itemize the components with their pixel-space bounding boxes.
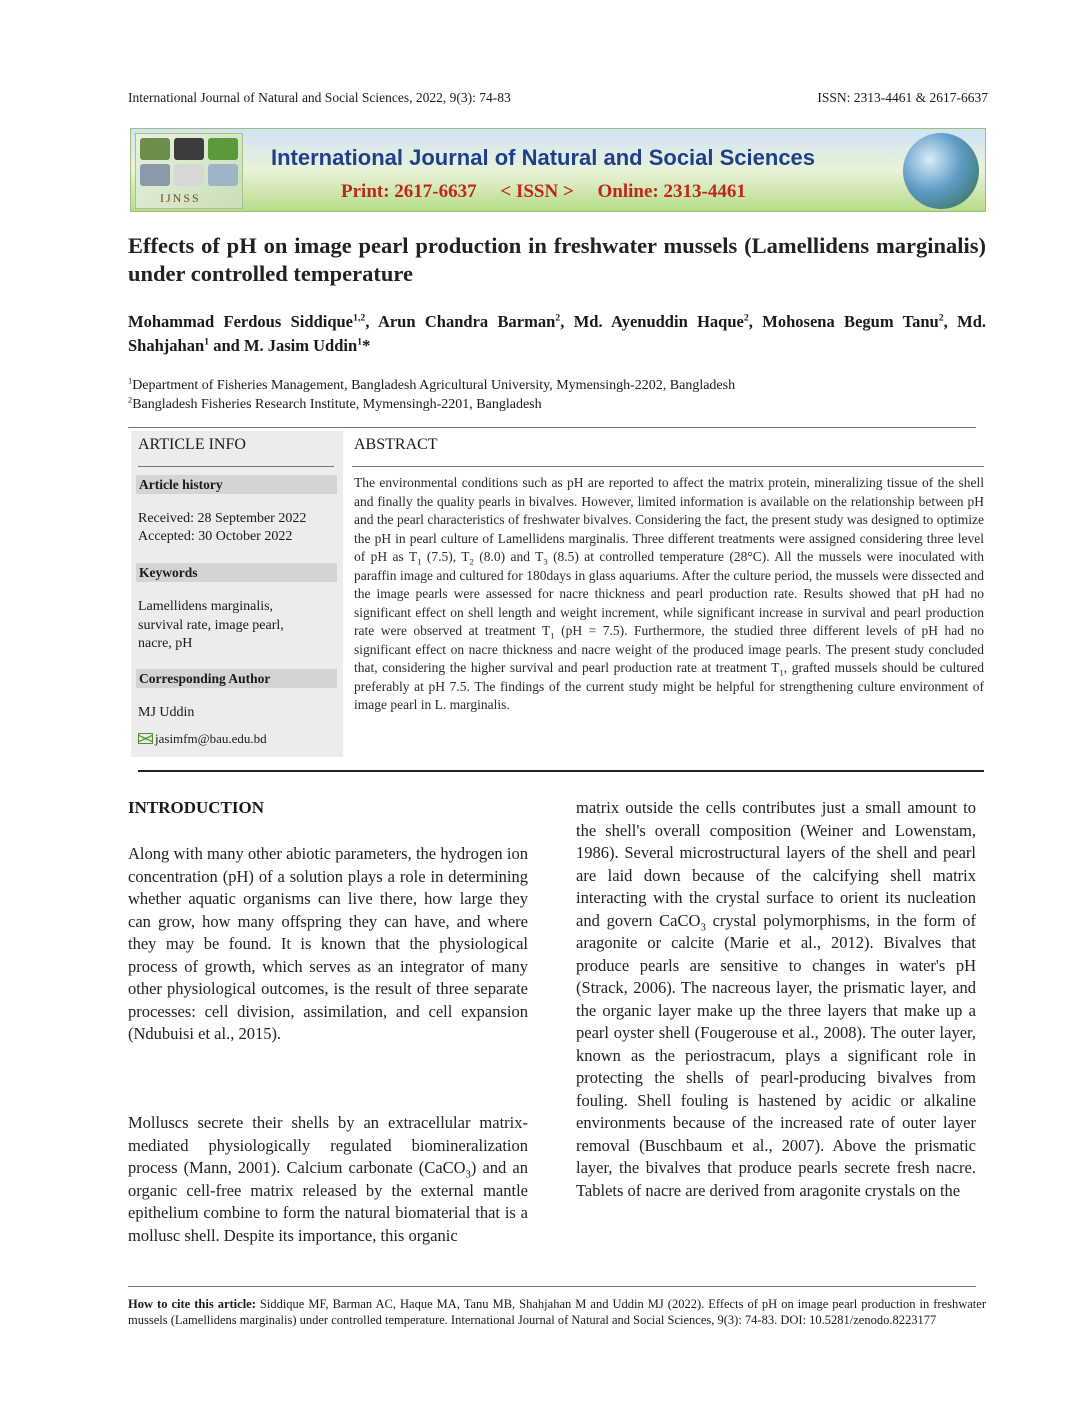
divider <box>138 466 334 467</box>
citation-label: How to cite this article: <box>128 1297 256 1311</box>
author-name: Mohosena Begum Tanu <box>762 312 939 331</box>
author-affiliation-mark: 1 <box>357 336 363 348</box>
author-affiliation-mark: 2 <box>743 312 749 324</box>
affiliation-line: $^1$Department of Fisheries Management, Bangladesh Agricultural University, Mymensingh-2202, Bangladesh <box>128 376 736 393</box>
author-affiliation-mark: 1,2 <box>353 312 366 324</box>
author-name: Mohammad Ferdous Siddique <box>128 312 354 331</box>
author-name: Md. Ayenuddin Haque <box>573 312 744 331</box>
banner-collage-image <box>135 133 243 209</box>
corresponding-author-name: MJ Uddin <box>138 705 195 720</box>
keywords-text: Lamellidens marginalis, survival rate, image pearl, nacre, pH <box>138 599 284 651</box>
abstract-text: The environmental conditions such as pH are reported to affect the matrix protein, mineralizing tissue of the shell and finally the quality pearls in bivalves. However, limited information is available on the relationship between pH and the pearl characteristics of freshwater bivalves. Considering the fact, the present study was designed to optimize the pH in pearl culture of Lamellidens marginalis. Three different treatments were assigned considering three level of pH as $T_1$ (7.5), $T_2$ (8.0) and $T_3$ (8.5) at controlled temperature (28°C). All the mussels were inoculated with paraffin image and cultured for 180days in glass aquariums. After the culture period, the mussels were dissected and the image pearls were assessed for nacre thickness and pearl production rate. Results showed that pH had no significant effect on shell length and weight increment, while significant increase in survival and pearl production rate were observed at treatment $T_1$ (pH = 7.5). Furthermore, the studied three different levels of pH had no significant effect on nacre thickness and nacre weight of the produced image pearls. The present study concluded that, considering the higher survival and pearl production rate at treatment $T_1$, grafted mussels should be cultured preferably at pH 7.5. The findings of the current study might be helpful for strengthening culture environment of image pearl in L. marginalis. <box>354 475 984 712</box>
banner-issn-label: < ISSN > <box>500 181 574 202</box>
introduction-paragraph-1: Along with many other abiotic parameters, the hydrogen ion concentration (pH) of a solution plays a role in determining whether aquatic organisms can live there, how large they can grow, how many offspring they can have, and where they may be found. It is known that the physiological process of growth, which serves as an integrator of many other physiological outcomes, is the result of three separate processes: cell division, assimilation, and cell expansion (Ndubuisi et al., 2015). <box>128 844 528 1043</box>
globe-image <box>903 133 979 209</box>
author-list: Mohammad Ferdous Siddique$^{1,2}$, Arun Chandra Barman$^2$, Md. Ayenuddin Haque$^2$, Mohosena Begum Tanu$^2$, Md. Shahjahan$^1$ and M. Jasim Uddin$^1$* <box>128 312 987 355</box>
abstract-heading: ABSTRACT <box>354 436 438 453</box>
author-name: Arun Chandra Barman <box>377 312 556 331</box>
affiliations <box>128 376 986 414</box>
author-name: Md. Shahjahan <box>128 312 987 355</box>
introduction-heading: INTRODUCTION <box>128 798 265 817</box>
author-affiliation-mark: 2 <box>938 312 944 324</box>
banner-abbreviation: IJNSS <box>160 191 201 205</box>
received-date: Received: 28 September 2022 <box>138 511 307 526</box>
email-text[interactable]: jasimfm@bau.edu.bd <box>155 731 267 746</box>
envelope-icon <box>138 733 153 744</box>
banner-online-issn: Online: 2313-4461 <box>597 181 746 202</box>
citation-footer <box>128 1296 986 1328</box>
article-info-heading: ARTICLE INFO <box>138 436 246 453</box>
keywords-label: Keywords <box>136 563 337 582</box>
paper-title: Effects of pH on image pearl production in freshwater mussels (Lamellidens marginalis) under controlled temperature <box>128 233 986 286</box>
introduction-paragraph-3: matrix outside the cells contributes just a small amount to the shell's overall composition (Weiner and Lowenstam, 1986). Several microstructural layers of the shell and pearl are laid down because of the calcifying shell matrix interacting with the crystal surface to orient its nucleation and govern CaCO$_3$ crystal polymorphisms, in the form of aragonite or calcite (Marie et al., 2012). Bivalves that produce pearls are sensitive to changes in water's pH (Strack, 2006). The nacreous layer, the prismatic layer, and the organic layer make up the three layers that make up a pearl oyster shell (Fougerouse et al., 2008). The outer layer, known as the periostracum, plays a significant role in protecting the shells of pearl-producing bivalves from fouling. Shell fouling is hastened by acidic or alkaline environments because of the increased rate of outer layer removal (Buschbaum et al., 2007). Above the prismatic layer, the bivalves that produce pearls secrete fresh nacre. Tablets of nacre are derived from aragonite crystals on the <box>576 798 976 1200</box>
affiliation-line: $^2$Bangladesh Fisheries Research Institute, Mymensingh-2201, Bangladesh <box>128 395 542 412</box>
banner-issn-line <box>341 181 746 203</box>
author-affiliation-mark: 1 <box>204 336 210 348</box>
corresponding-author-label: Corresponding Author <box>136 669 337 688</box>
article-history-label: Article history <box>136 475 337 494</box>
author-affiliation-mark: 2 <box>555 312 561 324</box>
author-name: M. Jasim Uddin <box>243 336 358 355</box>
introduction-paragraph-2: Molluscs secrete their shells by an extracellular matrix-mediated physiologically regulated biomineralization process (Mann, 2001). Calcium carbonate (CaCO$_3$) and an organic cell-free matrix released by the external mantle epithelium combine to form the natural biomaterial that is a mollusc shell. Despite its importance, this organic <box>128 1113 528 1245</box>
divider <box>352 466 984 467</box>
divider <box>128 1286 976 1287</box>
divider <box>138 770 984 772</box>
banner-print-issn: Print: 2617-6637 <box>341 181 477 202</box>
corresponding-email[interactable] <box>138 730 338 749</box>
divider <box>128 427 976 428</box>
accepted-date: Accepted: 30 October 2022 <box>138 529 293 544</box>
citation-text: Siddique MF, Barman AC, Haque MA, Tanu MB, Shahjahan M and Uddin MJ (2022). Effects of pH on image pearl production in freshwater mussels (Lamellidens marginalis) under controlled temperature. International Journal of Natural and Social Sciences, 9(3): 74-83. DOI: 10.5281/zenodo.8223177 <box>128 1297 986 1327</box>
journal-banner <box>130 128 986 212</box>
running-header-issn: ISSN: 2313-4461 & 2617-6637 <box>817 90 988 105</box>
banner-journal-title: International Journal of Natural and Social Sciences <box>271 145 816 170</box>
running-header-journal: International Journal of Natural and Social Sciences, 2022, 9(3): 74-83 <box>128 90 511 105</box>
